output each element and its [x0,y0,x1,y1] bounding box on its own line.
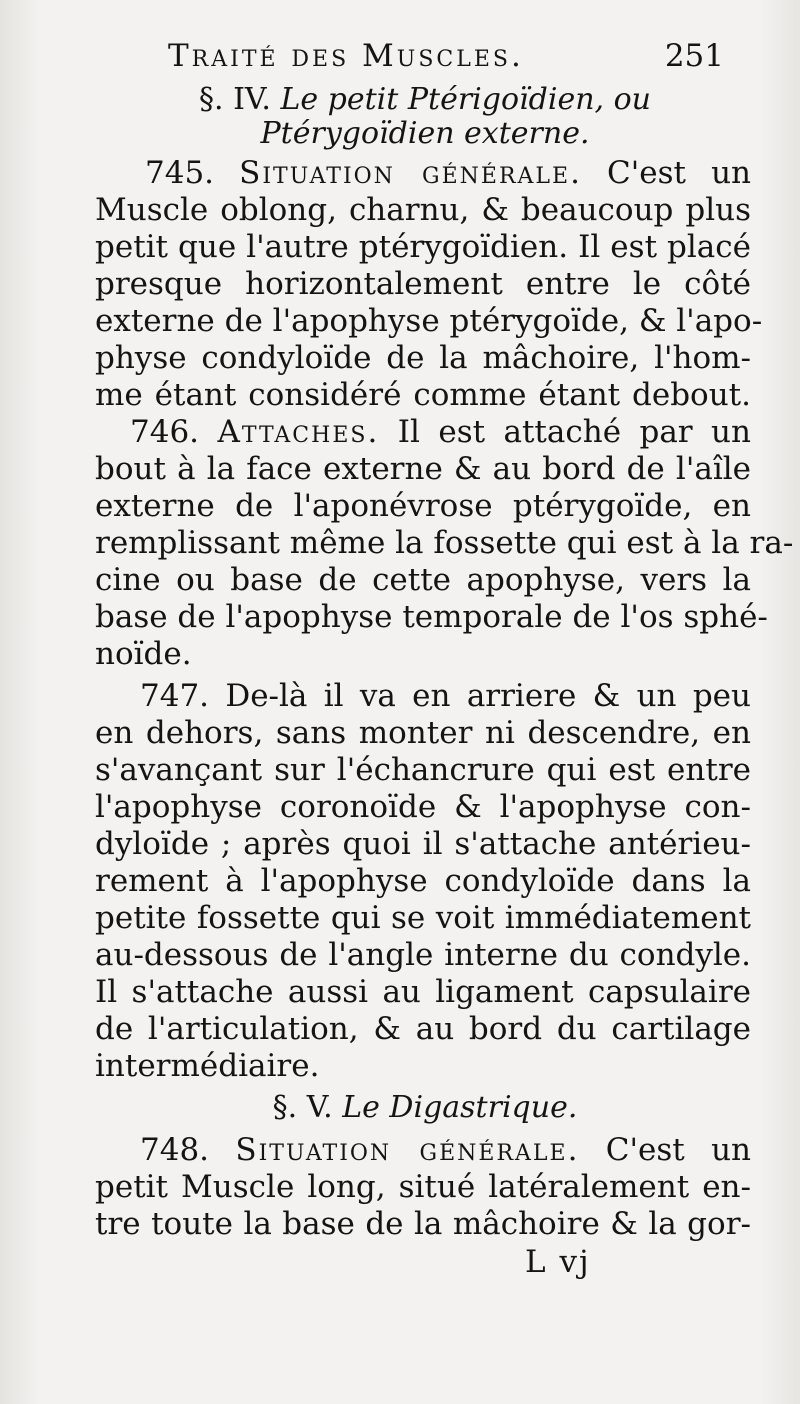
paragraph-746-line [130,414,751,450]
paragraph-745-line [145,155,751,191]
paragraph-heading: Attaches. [217,414,380,450]
text-line: me étant considéré comme étant debout. [95,377,751,413]
signature-mark: L vj [525,1244,591,1280]
text-line: de l'articulation, & au bord du cartilage [95,1011,751,1047]
section-title: Le petit Ptérigoïdien, ou [280,82,651,117]
text-fragment: C'est un [605,1132,751,1168]
text-line: s'avançant sur l'échancrure qui est entre [95,752,751,788]
section-heading-5 [110,1090,740,1125]
section-heading-4-cont [110,116,740,151]
text-line: tre toute la base de la mâchoire & la gor- [95,1206,751,1242]
paragraph-747-first-line: 747. De-là il va en arriere & un peu [140,678,751,714]
paragraph-heading: Situation générale. [235,1132,580,1168]
text-line: Muscle oblong, charnu, & beaucoup plus [95,192,751,228]
paragraph-number: 748. [140,1132,210,1168]
text-line: petit que l'autre ptérygoïdien. Il est placé [95,229,751,265]
text-line: base de l'apophyse temporale de l'os sphé- [95,599,768,635]
text-line: presque horizontalement entre le côté [95,266,751,302]
text-line: remplissant même la fossette qui est à la ra- [95,525,794,561]
paragraph-748-line [140,1132,751,1168]
text-line: intermédiaire. [95,1048,320,1084]
text-line: petite fossette qui se voit immédiatement [95,900,751,936]
text-line: externe de l'apophyse ptérygoïde, & l'apo- [95,303,763,339]
text-line: au-dessous de l'angle interne du condyle. [95,937,751,973]
text-line: dyloïde ; après quoi il s'attache antérieu- [95,826,751,862]
section-number: §. V. [272,1090,333,1125]
running-title: Traité des Muscles. [168,38,524,74]
section-number: §. IV. [199,82,271,117]
section-heading-4 [110,82,740,117]
text-line: physe condyloïde de la mâchoire, l'hom- [95,340,751,376]
paragraph-heading: Situation générale. [239,155,582,191]
text-line: rement à l'apophyse condyloïde dans la [95,863,751,899]
text-fragment: Il est attaché par un [397,414,751,450]
paragraph-number: 746. [130,414,200,450]
text-line: externe de l'aponévrose ptérygoïde, en [95,488,751,524]
text-line: bout à la face externe & au bord de l'aîle [95,451,751,487]
text-line: petit Muscle long, situé latéralement en- [95,1169,751,1205]
text-fragment: C'est un [607,155,751,191]
text-line: noïde. [95,636,192,672]
text-line: l'apophyse coronoïde & l'apophyse con- [95,789,751,825]
section-title-cont: Ptérygoïdien externe. [260,116,590,151]
text-line: Il s'attache aussi au ligament capsulaire [95,974,751,1010]
text-line: en dehors, sans monter ni descendre, en [95,715,751,751]
text-line: cine ou base de cette apophyse, vers la [95,562,751,598]
running-header [168,38,748,78]
section-title: Le Digastrique. [342,1090,578,1125]
paragraph-number: 745. [145,155,215,191]
page-number: 251 [664,38,724,74]
